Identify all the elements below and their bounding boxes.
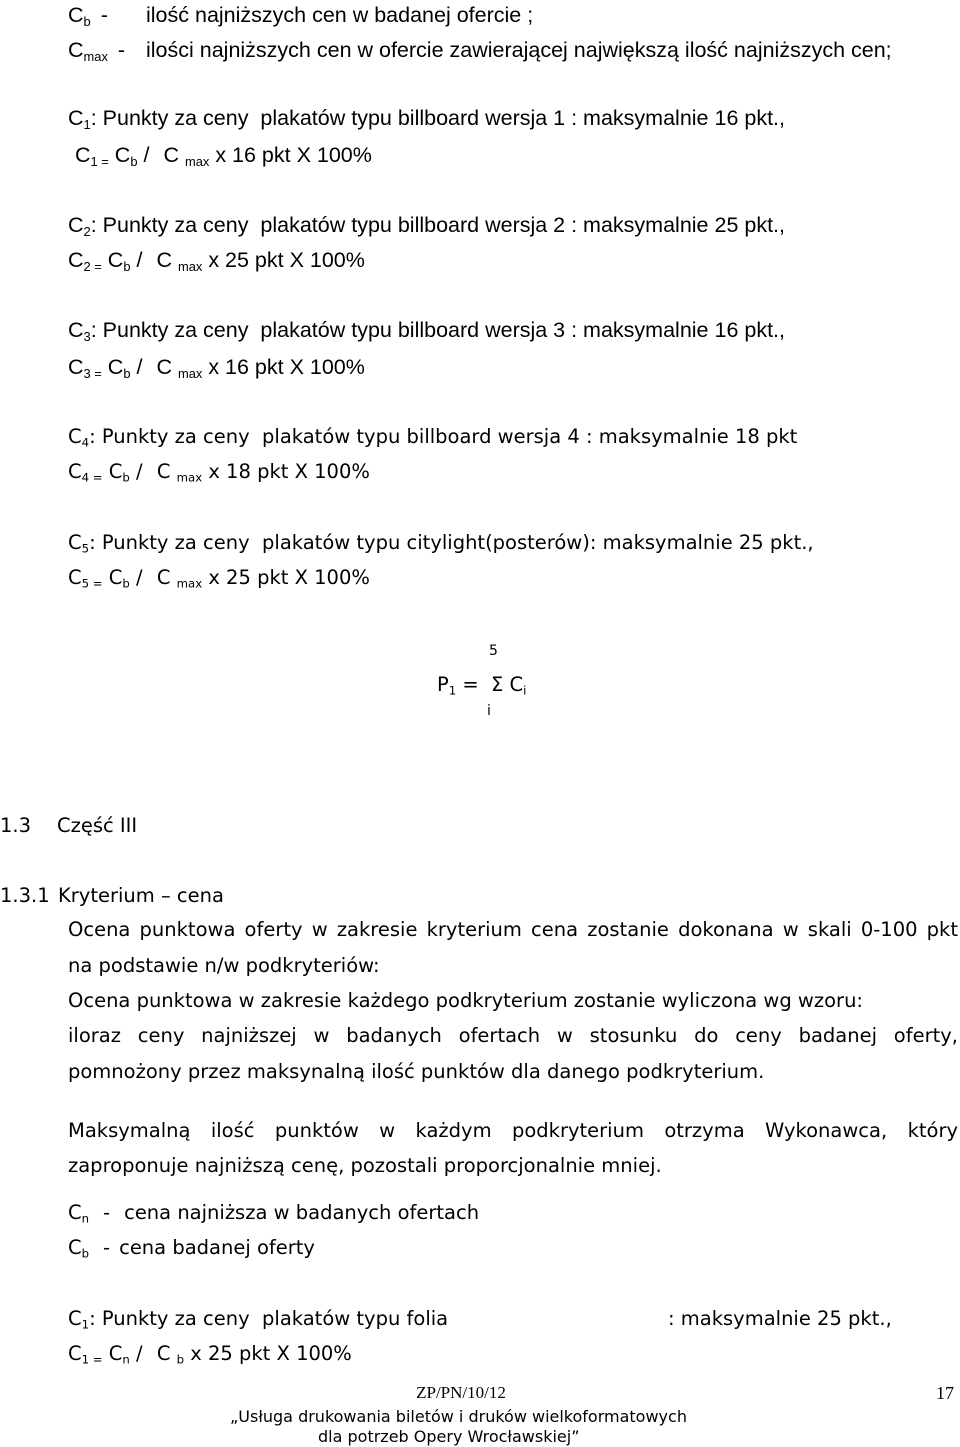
definition-cb-bottom	[68, 1236, 315, 1260]
paragraph-line: Ocena punktowa w zakresie każdego podkryterium zostanie wyliczona wg wzoru:	[68, 989, 863, 1012]
paragraph-line: zaproponuje najniższą cenę, pozostali proporcjonalnie mniej.	[68, 1154, 662, 1177]
formula-denominator-subscript: max	[177, 365, 203, 381]
symbol: C	[68, 38, 84, 62]
criterion-subscript: 4	[81, 435, 90, 450]
formula-denominator-subscript: b	[176, 1352, 185, 1367]
formula-c2	[68, 248, 365, 272]
formula-division: /	[136, 355, 143, 379]
formula-numerator: C	[108, 1342, 123, 1365]
formula-numerator-subscript: b	[122, 470, 130, 485]
formula-rest: x 18 pkt X 100%	[208, 460, 370, 483]
formula-division: /	[136, 1342, 143, 1365]
criterion-c3-label	[68, 318, 785, 342]
formula-folia	[68, 1342, 352, 1366]
criterion-text: : Punkty za ceny plakatów typu billboard wersja 1 : maksymalnie 16 pkt.,	[90, 106, 786, 130]
sum-term-subscript: i	[523, 683, 527, 698]
formula-lhs-subscript: 1 =	[90, 153, 109, 169]
formula-division: /	[143, 143, 150, 167]
formula-lhs: C	[68, 566, 82, 589]
formula-denominator: C	[156, 566, 171, 589]
formula-division: /	[136, 566, 143, 589]
definition-cn	[68, 1201, 479, 1225]
criterion-symbol: C	[68, 318, 84, 342]
subsection-title: Kryterium – cena	[58, 884, 224, 907]
criterion-text: : Punkty za ceny plakatów typu billboard wersja 3 : maksymalnie 16 pkt.,	[90, 318, 786, 342]
formula-lhs-subscript: 5 =	[81, 576, 103, 591]
formula-lhs: C	[68, 355, 84, 379]
section-number: 1.3	[0, 814, 32, 837]
criterion-text: : Punkty za ceny plakatów typu citylight(posterów): maksymalnie 25 pkt.,	[89, 531, 814, 554]
formula-rest: x 25 pkt X 100%	[208, 248, 365, 272]
definition-cb	[0, 3, 960, 27]
formula-c3	[68, 355, 365, 379]
criterion-folia-max: : maksymalnie 25 pkt.,	[668, 1307, 892, 1330]
dash: -	[100, 3, 108, 27]
dash: -	[117, 38, 126, 62]
definition-symbol	[68, 38, 125, 62]
symbol: C	[68, 3, 84, 27]
section-heading	[0, 814, 960, 838]
symbol-subscript: n	[81, 1211, 90, 1226]
formula-rest: x 16 pkt X 100%	[208, 355, 365, 379]
criterion-symbol: C	[68, 106, 84, 130]
formula-rest: x 16 pkt X 100%	[215, 143, 372, 167]
dash: -	[103, 1236, 111, 1259]
symbol: C	[68, 1236, 82, 1259]
criterion-subscript: 5	[81, 541, 90, 556]
criterion-symbol: C	[68, 425, 82, 448]
formula-lhs: C	[68, 248, 84, 272]
criterion-symbol: C	[68, 1307, 82, 1330]
sum-term: C	[509, 673, 524, 696]
paragraph-line: Maksymalną ilość punktów w każdym podkryterium otrzyma Wykonawca, który	[68, 1119, 958, 1142]
formula-c5	[68, 566, 370, 590]
sum-equals: =	[462, 673, 479, 696]
formula-denominator-subscript: max	[177, 258, 203, 274]
paragraph-line: na podstawie n/w podkryteriów:	[68, 954, 380, 977]
formula-numerator-subscript: b	[123, 365, 131, 381]
formula-denominator: C	[163, 143, 179, 167]
formula-denominator: C	[156, 1342, 171, 1365]
formula-lhs-subscript: 3 =	[83, 365, 102, 381]
criterion-subscript: 2	[83, 223, 91, 239]
formula-division: /	[136, 460, 143, 483]
symbol-subscript: max	[83, 48, 108, 64]
formula-numerator: C	[114, 143, 131, 167]
formula-numerator: C	[108, 460, 123, 483]
symbol-subscript: b	[83, 13, 91, 29]
subsection-number: 1.3.1	[0, 884, 50, 907]
formula-numerator: C	[107, 355, 124, 379]
sum-upper-limit: 5	[489, 643, 498, 659]
criterion-subscript: 1	[83, 116, 91, 132]
formula-numerator: C	[107, 248, 124, 272]
formula-rest: x 25 pkt X 100%	[190, 1342, 352, 1365]
criterion-text: : Punkty za ceny plakatów typu folia	[89, 1307, 449, 1330]
criterion-symbol: C	[68, 213, 84, 237]
formula-lhs-subscript: 4 =	[81, 470, 103, 485]
formula-lhs: C	[68, 1342, 82, 1365]
formula-c1	[75, 143, 372, 167]
dash: -	[103, 1201, 111, 1224]
definition-text: ilości najniższych cen w ofercie zawierającej największą ilość najniższych cen;	[146, 38, 892, 62]
formula-lhs: C	[68, 460, 82, 483]
footer-title-line1: „Usługa drukowania biletów i druków wielkoformatowych	[230, 1407, 687, 1426]
formula-lhs: C	[75, 143, 91, 167]
section-title: Część III	[57, 814, 138, 837]
paragraph-line: pomnożony przez maksynalną ilość punktów dla danego podkryterium.	[68, 1060, 765, 1083]
criterion-c1-label	[68, 106, 785, 130]
formula-denominator: C	[156, 355, 172, 379]
paragraph-line: iloraz ceny najniższej w badanych ofertach w stosunku do ceny badanej oferty,	[68, 1024, 958, 1047]
formula-denominator: C	[156, 460, 171, 483]
criterion-c4-label	[68, 425, 797, 449]
criterion-subscript: 1	[81, 1317, 90, 1332]
definition-cmax	[0, 38, 960, 62]
footer-doc-ref: ZP/PN/10/12	[416, 1383, 506, 1402]
criterion-symbol: C	[68, 531, 82, 554]
formula-numerator-subscript: b	[123, 258, 131, 274]
formula-rest: x 25 pkt X 100%	[208, 566, 370, 589]
criterion-text: : Punkty za ceny plakatów typu billboard wersja 4 : maksymalnie 18 pkt	[89, 425, 798, 448]
definition-text: ilość najniższych cen w badanej ofercie ;	[146, 3, 534, 27]
formula-numerator-subscript: b	[122, 576, 130, 591]
definition-text: cena badanej oferty	[119, 1236, 315, 1259]
symbol: C	[68, 1201, 82, 1224]
definition-symbol	[68, 3, 108, 27]
formula-numerator: C	[108, 566, 123, 589]
formula-denominator-subscript: max	[176, 470, 203, 485]
page-number: 17	[936, 1383, 954, 1403]
criterion-subscript: 3	[83, 328, 91, 344]
formula-denominator: C	[156, 248, 172, 272]
subsection-heading	[0, 884, 960, 908]
criterion-text: : Punkty za ceny plakatów typu billboard wersja 2 : maksymalnie 25 pkt.,	[90, 213, 786, 237]
sum-lower-limit: i	[487, 703, 491, 719]
sum-formula	[437, 673, 526, 697]
criterion-c5-label	[68, 531, 814, 555]
paragraph-line: Ocena punktowa oferty w zakresie kryterium cena zostanie dokonana w skali 0-100 pkt	[68, 918, 958, 941]
formula-denominator-subscript: max	[176, 576, 203, 591]
formula-denominator-subscript: max	[184, 153, 210, 169]
formula-c4	[68, 460, 370, 484]
definition-text: cena najniższa w badanych ofertach	[124, 1201, 480, 1224]
sum-lhs: P	[437, 673, 449, 696]
criterion-c2-label	[68, 213, 785, 237]
formula-lhs-subscript: 2 =	[83, 258, 102, 274]
criterion-folia-label	[68, 1307, 448, 1331]
formula-numerator-subscript: b	[130, 153, 138, 169]
footer-title-line2: dla potrzeb Opery Wrocławskiej”	[318, 1427, 580, 1446]
criterion-folia	[0, 1307, 960, 1331]
formula-numerator-subscript: n	[122, 1352, 130, 1367]
sigma-symbol: Σ	[490, 673, 504, 696]
symbol-subscript: b	[81, 1246, 90, 1261]
sum-lhs-subscript: 1	[448, 683, 457, 698]
formula-lhs-subscript: 1 =	[81, 1352, 103, 1367]
formula-division: /	[136, 248, 143, 272]
